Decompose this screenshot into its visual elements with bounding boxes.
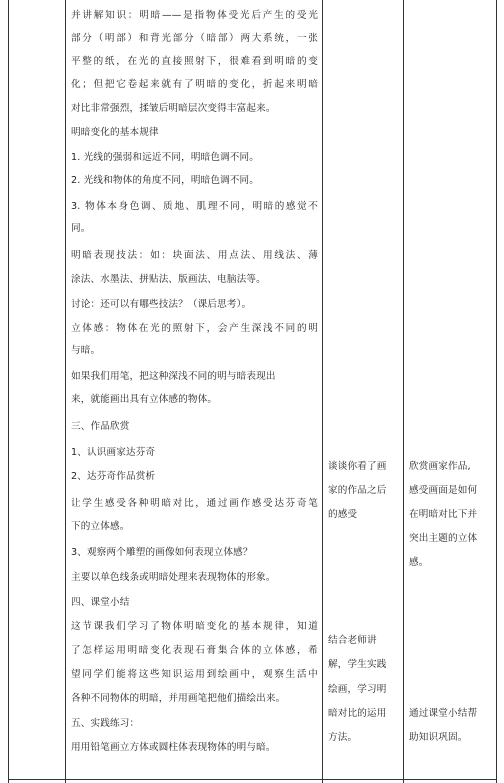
design-intent-line: 助知识巩固。: [409, 732, 468, 743]
main-text-line: 并讲解知识：明暗——是指物体受光后产生的受光: [71, 10, 318, 21]
teacher-activity-line: 绘画，学习明: [328, 684, 387, 695]
teacher-activity-line: 谈谈你看了画: [328, 461, 387, 472]
main-text-line: 三、作品欣赏: [71, 421, 130, 432]
main-text-line: 各种不同物体的明暗，并用画笔把他们描绘出来。: [71, 693, 286, 704]
main-text-line: 1. 光线的强弱和远近不同，明暗色调不同。: [71, 152, 260, 163]
main-text-line: 来，就能画出具有立体感的物体。: [71, 394, 218, 405]
main-text-line: 涂法、水墨法、拼贴法、版画法、电脑法等。: [71, 274, 266, 285]
main-text-line: 了怎样运用明暗变化表现石膏集合体的立体感，希: [71, 645, 318, 656]
main-text-line: 五、实践练习：: [71, 718, 140, 729]
main-text-line: 四、课堂小结: [71, 597, 130, 608]
main-text-line: 如果我们用笔，把这种深浅不同的明与暗表现出: [71, 371, 276, 382]
main-text-line: 平整的纸，在光的直接照射下，很难看到明暗的变: [71, 56, 318, 67]
main-text-line: 用用铅笔画立方体或圆柱体表现物体的明与暗。: [71, 742, 276, 753]
main-text-line: 化；但把它卷起来就有了明暗的变化，折起来明暗: [71, 79, 318, 90]
table-border-col1: [65, 0, 66, 783]
design-intent-line: 欣赏画家作品,: [409, 461, 471, 472]
table-border-left: [8, 0, 9, 783]
teacher-activity-line: 家的作品之后: [328, 485, 387, 496]
teacher-activity-line: 解，学生实践: [328, 659, 387, 670]
main-text-line: 2. 光线和物体的角度不同，明暗色调不同。: [71, 175, 260, 186]
main-text-line: 3、观察两个雕塑的画像如何表现立体感？: [71, 547, 253, 558]
main-text-line: 讨论：还可以有哪些技法？（课后思考）。: [71, 299, 252, 310]
main-text-line: 望同学们能将这些知识运用到绘画中，观察生活中: [71, 669, 318, 680]
main-text-line: 部分（明部）和背光部分（暗部）两大系统，一张: [71, 33, 318, 44]
teacher-activity-line: 结合老师讲: [328, 635, 377, 646]
main-text-line: 立体感：物体在光的照射下，会产生深浅不同的明: [71, 323, 318, 334]
table-border-col3: [403, 0, 404, 783]
main-text-line: 3. 物体本身色调、质地、肌理不同，明暗的感觉不: [71, 201, 318, 212]
main-text-line: 明暗表现技法：如：块面法、用点法、用线法、薄: [71, 250, 318, 261]
table-border-bottom: [8, 779, 497, 780]
design-intent-line: 通过课堂小结帮: [409, 708, 478, 719]
design-intent-line: 突出主题的立体: [409, 533, 478, 544]
main-text-line: 同。: [71, 223, 91, 234]
design-intent-line: 在明暗对比下并: [409, 509, 478, 520]
table-border-col2: [322, 0, 323, 783]
main-text-line: 这节课我们学习了物体明暗变化的基本规律，知道: [71, 621, 318, 632]
main-text-line: 让学生感受各种明暗对比，通过画作感受达芬奇笔: [71, 498, 318, 509]
main-text-line: 对比非常强烈，揉皱后明暗层次变得丰富起来。: [71, 103, 276, 114]
design-intent-line: 感受画面是如何: [409, 485, 478, 496]
main-text-line: 2、达芬奇作品赏析: [71, 471, 156, 482]
table-border-right: [496, 0, 497, 783]
main-text-line: 1、认识画家达芬奇: [71, 447, 156, 458]
teacher-activity-line: 暗对比的运用: [328, 708, 387, 719]
main-text-line: 下的立体感。: [71, 521, 130, 532]
design-intent-line: 感。: [409, 557, 429, 568]
teacher-activity-line: 的感受: [328, 509, 358, 520]
main-text-line: 主要以单色线条或明暗处理来表现物体的形象。: [71, 572, 276, 583]
main-text-line: 明暗变化的基本规律: [71, 127, 159, 138]
teacher-activity-line: 方法。: [328, 732, 358, 743]
main-text-line: 与暗。: [71, 345, 101, 356]
